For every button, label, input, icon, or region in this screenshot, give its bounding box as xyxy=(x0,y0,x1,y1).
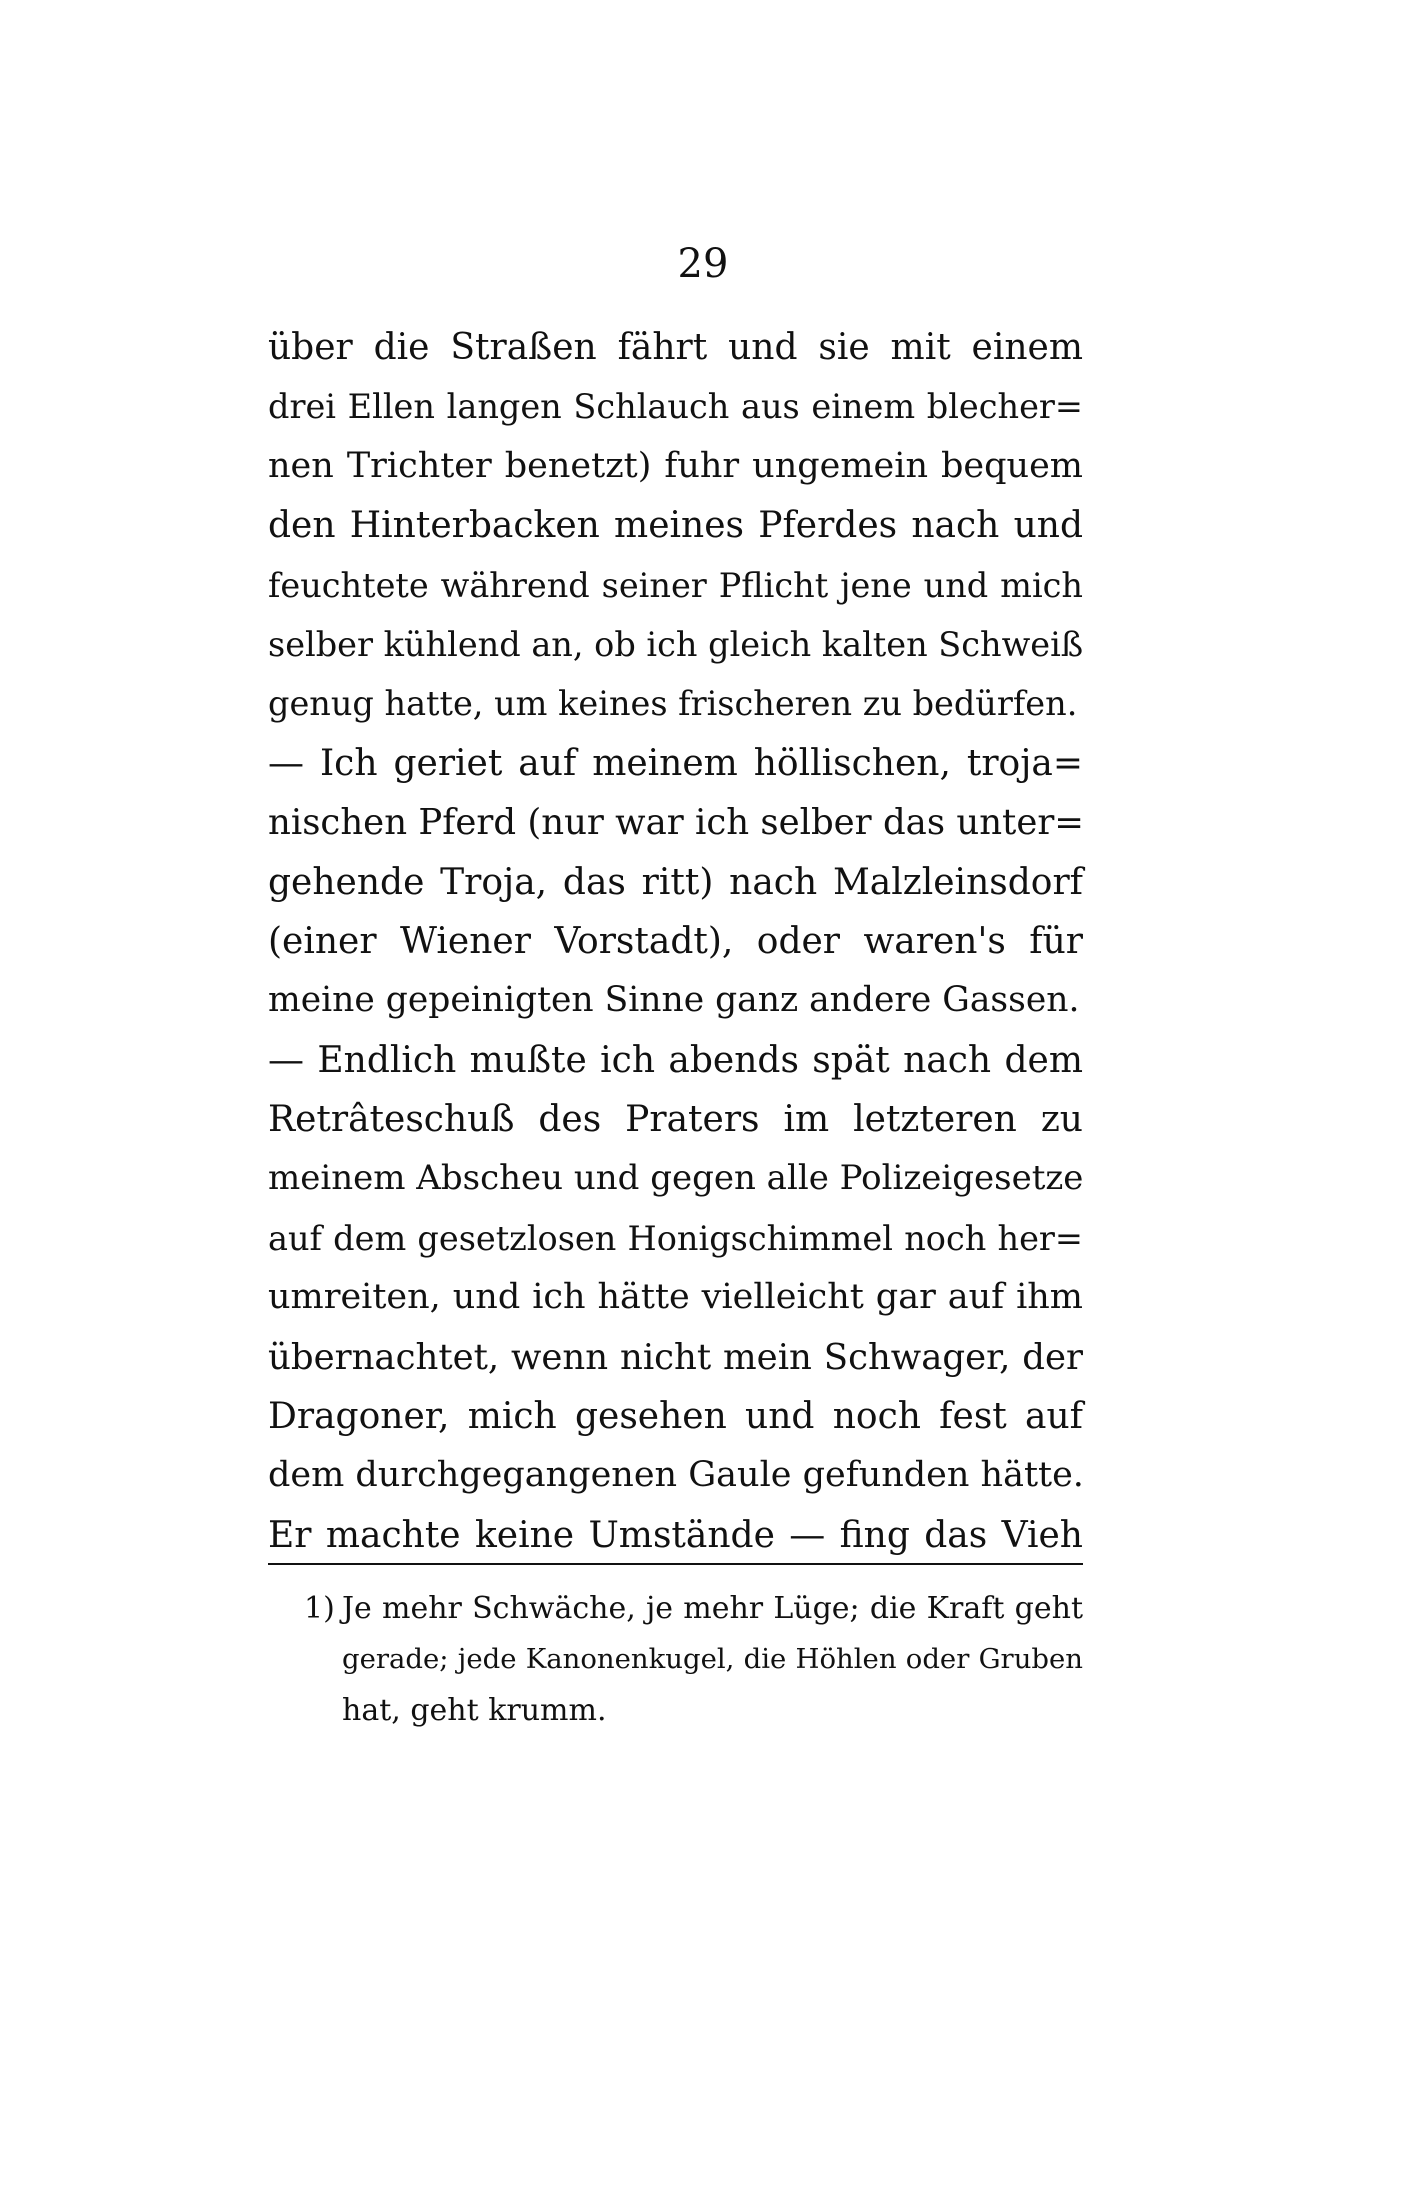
text-line: Dragoner, mich gesehen und noch fest auf xyxy=(268,1396,1083,1438)
text-line: den Hinterbacken meines Pferdes nach und xyxy=(268,505,1083,547)
footnote-line xyxy=(268,1583,1083,1634)
text-line: meine gepeinigten Sinne ganz andere Gassen. xyxy=(268,980,1080,1021)
footnote-text: Je mehr Schwäche, je mehr Lüge; die Kraft geht xyxy=(342,1591,1083,1626)
text-line: meinem Abscheu und gegen alle Polizeigesetze xyxy=(268,1158,1084,1199)
footnote-divider xyxy=(268,1563,1083,1565)
text-line: nischen Pferd (nur war ich selber das unter= xyxy=(268,802,1085,844)
text-line: über die Straßen fährt und sie mit einem xyxy=(268,327,1083,368)
text-line: drei Ellen langen Schlauch aus einem blecher= xyxy=(268,387,1083,427)
footnote xyxy=(268,1583,1083,1736)
text-line: dem durchgegangenen Gaule gefunden hätte. xyxy=(268,1455,1084,1496)
text-line: übernachtet, wenn nicht mein Schwager, der xyxy=(268,1336,1083,1378)
text-line: gehende Troja, das ritt) nach Malzleinsdorf xyxy=(268,861,1083,903)
text-line: — Ich geriet auf meinem höllischen, troja= xyxy=(268,742,1083,784)
text-line: Er machte keine Umstände — fing das Vieh xyxy=(268,1514,1083,1556)
text-line: Retrâteschuß des Praters im letzteren zu xyxy=(268,1099,1083,1141)
footnote-line: gerade; jede Kanonenkugel, die Höhlen oder Gruben xyxy=(342,1643,1083,1675)
text-line: feuchtete während seiner Pflicht jene und mich xyxy=(268,565,1083,605)
text-line: — Endlich mußte ich abends spät nach dem xyxy=(268,1039,1083,1081)
footnote-marker: 1) xyxy=(304,1591,335,1626)
body-text xyxy=(268,318,1083,1565)
text-line: genug hatte, um keines frischeren zu bedürfen. xyxy=(268,684,1078,724)
text-line: auf dem gesetzlosen Honigschimmel noch her= xyxy=(268,1218,1083,1258)
footnote-line: hat, geht krumm. xyxy=(342,1693,607,1728)
text-line: selber kühlend an, ob ich gleich kalten Schweiß xyxy=(268,624,1084,664)
text-line: (einer Wiener Vorstadt), oder waren's für xyxy=(268,920,1083,962)
text-line: nen Trichter benetzt) fuhr ungemein bequem xyxy=(268,445,1083,486)
text-line: umreiten, und ich hätte vielleicht gar auf ihm xyxy=(268,1277,1083,1318)
page-number: 29 xyxy=(677,241,729,287)
